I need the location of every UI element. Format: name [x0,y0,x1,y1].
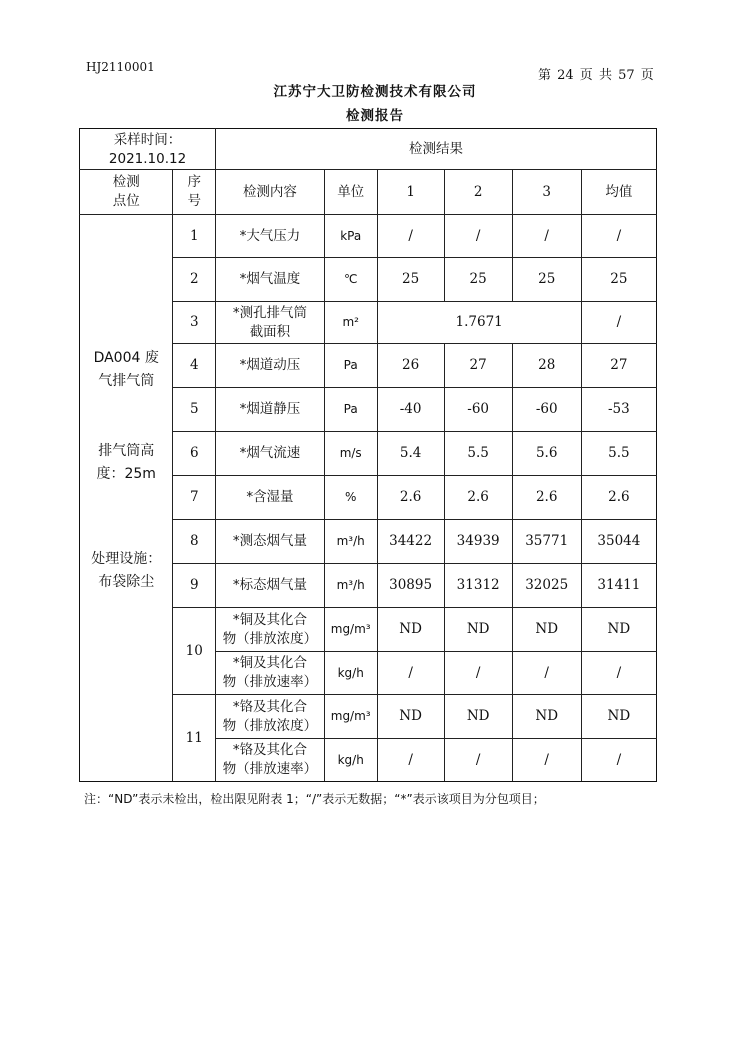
seq-cell: 10 [173,608,216,695]
unit-cell: kg/h [324,652,377,695]
item-line2: 物（排放速率） [222,761,318,777]
item-cell [216,739,325,782]
unit-cell: kPa [324,215,377,258]
value-1-cell: -40 [377,388,444,432]
col-avg-header: 均值 [581,170,656,215]
unit-cell: m³/h [324,520,377,564]
stack-height-line1: 排气筒高 [98,443,155,459]
item-cell: *大气压力 [216,215,325,258]
average-cell: 2.6 [581,476,656,520]
item-cell: *烟道动压 [216,344,325,388]
value-2-cell: 2.6 [444,476,512,520]
value-1-cell: / [377,215,444,258]
value-3-cell: / [512,652,581,695]
value-1-cell: / [377,652,444,695]
unit-cell: m³/h [324,564,377,608]
average-cell: 25 [581,258,656,302]
item-line1: *铬及其化合 [232,742,308,758]
average-cell: / [581,302,656,344]
stack-height-line2: 度：25m [96,466,156,482]
item-cell: *烟气温度 [216,258,325,302]
item-line2: 物（排放速率） [222,674,318,690]
value-2-cell: / [444,215,512,258]
value-1-cell: 25 [377,258,444,302]
item-line1: *测孔排气筒 [232,304,308,321]
average-cell: 35044 [581,520,656,564]
item-cell [216,695,325,739]
unit-cell: % [324,476,377,520]
sampling-time-label: 采样时间： [113,132,182,148]
value-3-cell: 35771 [512,520,581,564]
col-point-line2: 点位 [112,193,140,209]
item-line1: *铬及其化合 [232,698,308,715]
seq-cell: 4 [173,344,216,388]
seq-cell: 6 [173,432,216,476]
value-2-cell: / [444,652,512,695]
seq-cell: 1 [173,215,216,258]
value-3-cell: 2.6 [512,476,581,520]
value-2-cell: 34939 [444,520,512,564]
value-2-cell: 5.5 [444,432,512,476]
footnote: 注：“ND”表示未检出，检出限见附表 1；“/”表示无数据；“*”表示该项目为分包项目； [84,792,545,806]
value-1-cell: ND [377,695,444,739]
seq-cell: 7 [173,476,216,520]
col-seq-header [173,170,216,215]
value-3-cell: ND [512,608,581,652]
value-2-cell: -60 [444,388,512,432]
value-3-cell: -60 [512,388,581,432]
average-cell: / [581,739,656,782]
unit-cell: Pa [324,344,377,388]
item-line1: *铜及其化合 [232,655,308,671]
seq-cell: 5 [173,388,216,432]
unit-cell: mg/m³ [324,608,377,652]
item-line2: 物（排放浓度） [222,630,318,647]
col-3-header: 3 [512,170,581,215]
average-cell: 5.5 [581,432,656,476]
col-point-header [80,170,173,215]
point-name-line1: DA004 废 [93,350,159,366]
item-cell: *含湿量 [216,476,325,520]
value-3-cell: 25 [512,258,581,302]
col-1-header: 1 [377,170,444,215]
value-2-cell: 31312 [444,564,512,608]
col-item-header: 检测内容 [216,170,325,215]
treatment-facility-line2: 布袋除尘 [98,574,155,590]
average-cell: / [581,652,656,695]
item-cell [216,302,325,344]
table-row [80,215,657,258]
seq-cell: 8 [173,520,216,564]
seq-cell: 3 [173,302,216,344]
value-3-cell: ND [512,695,581,739]
sampling-time-cell [80,129,216,170]
unit-cell: ℃ [324,258,377,302]
item-cell: *标态烟气量 [216,564,325,608]
value-1-cell: ND [377,608,444,652]
seq-cell: 2 [173,258,216,302]
item-line2: 截面积 [249,323,291,340]
value-1-cell: 34422 [377,520,444,564]
sampling-date: 2021.10.12 [108,151,187,167]
value-2-cell: ND [444,608,512,652]
seq-cell: 9 [173,564,216,608]
page-number: 第 24 页 共 57 页 [538,68,654,83]
col-seq-line1: 序 [187,174,202,190]
value-3-cell: / [512,215,581,258]
value-1-cell: 2.6 [377,476,444,520]
unit-cell: kg/h [324,739,377,782]
report-title: 检测报告 [346,108,404,124]
table-header-row-1 [80,129,657,170]
value-3-cell: 32025 [512,564,581,608]
average-cell: / [581,215,656,258]
average-cell: ND [581,608,656,652]
unit-cell: Pa [324,388,377,432]
seq-cell: 11 [173,695,216,782]
value-3-cell: 28 [512,344,581,388]
value-2-cell: 25 [444,258,512,302]
value-1-cell: 30895 [377,564,444,608]
value-1-cell: 26 [377,344,444,388]
value-1-cell: 5.4 [377,432,444,476]
document-id: HJ2110001 [86,60,155,74]
point-name-line2: 气排气筒 [98,373,155,389]
item-cell [216,608,325,652]
average-cell: 31411 [581,564,656,608]
item-cell: *烟气流速 [216,432,325,476]
merged-value-cell: 1.7671 [377,302,581,344]
item-line2: 物（排放浓度） [222,717,318,734]
treatment-facility-line1: 处理设施： [91,551,162,567]
monitoring-point-cell [80,215,173,782]
value-1-cell: / [377,739,444,782]
col-unit-header: 单位 [324,170,377,215]
col-2-header: 2 [444,170,512,215]
average-cell: ND [581,695,656,739]
col-point-line1: 检测 [112,174,140,190]
results-table [79,128,657,782]
value-3-cell: / [512,739,581,782]
unit-cell: m² [324,302,377,344]
value-2-cell: ND [444,695,512,739]
company-name: 江苏宁大卫防检测技术有限公司 [273,84,477,100]
item-line1: *铜及其化合 [232,611,308,628]
item-cell: *烟道静压 [216,388,325,432]
average-cell: 27 [581,344,656,388]
unit-cell: mg/m³ [324,695,377,739]
unit-cell: m/s [324,432,377,476]
table-header-row-2 [80,170,657,215]
value-2-cell: / [444,739,512,782]
value-2-cell: 27 [444,344,512,388]
value-3-cell: 5.6 [512,432,581,476]
col-seq-line2: 号 [187,193,202,209]
item-cell: *测态烟气量 [216,520,325,564]
item-cell [216,652,325,695]
average-cell: -53 [581,388,656,432]
results-header: 检测结果 [216,129,657,170]
